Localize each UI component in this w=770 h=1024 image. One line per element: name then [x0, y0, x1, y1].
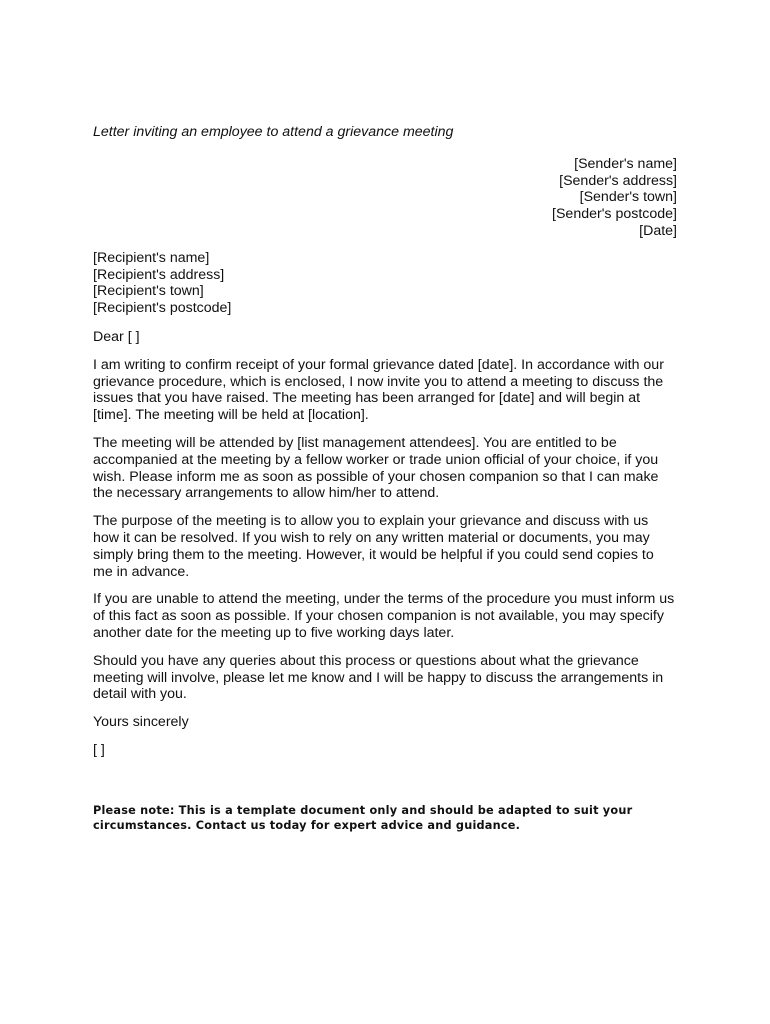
recipient-town: [Recipient's town] — [93, 283, 204, 300]
recipient-address: [Recipient's address] — [93, 266, 225, 283]
recipient-postcode: [Recipient's postcode] — [93, 300, 232, 317]
paragraph-queries — [93, 653, 677, 703]
letter-body — [93, 124, 677, 759]
paragraph-text: The purpose of the meeting is to allow you to explain your grievance and discuss with us how it can be resolved. If you wish to rely on any written material or documents, you may simply bring them to the meeting. However, it would be helpful if you could send copies to me in advance. — [93, 513, 654, 580]
sender-town: [Sender's town] — [579, 189, 677, 206]
paragraph-unable-to-attend — [93, 591, 677, 641]
sender-block — [93, 156, 677, 240]
paragraph-text: The meeting will be attended by [list management attendees]. You are entitled to be accompanied at the meeting by a fellow worker or trade union official of your choice, if you wish. Please inform me as soon as possible of your chosen companion so that I can make the necessary arrangements to allow him/her to attend. — [93, 434, 659, 502]
sender-name: [Sender's name] — [574, 155, 677, 172]
signoff: Yours sincerely — [93, 714, 189, 731]
salutation: Dear [ ] — [93, 328, 140, 345]
paragraph-purpose — [93, 513, 677, 580]
paragraph-text: Should you have any queries about this process or questions about what the grievance meeting will involve, please let me know and I will be happy to discuss the arrangements in detail with you. — [93, 652, 664, 703]
signature: [ ] — [93, 741, 105, 758]
paragraph-text: I am writing to confirm receipt of your formal grievance dated [date]. In accordance with our grievance procedure, which is enclosed, I now invite you to attend a meeting to discuss the issues that you have raised. The meeting has been arranged for [date] and will begin at [time]. The meeting will be held at [location]. — [93, 356, 664, 424]
recipient-name: [Recipient's name] — [93, 249, 210, 266]
recipient-block — [93, 250, 677, 317]
paragraph-attendees — [93, 435, 677, 502]
document-title: Letter inviting an employee to attend a grievance meeting — [93, 124, 454, 140]
sender-postcode: [Sender's postcode] — [552, 206, 677, 223]
paragraph-confirmation — [93, 357, 677, 424]
letter-date: [Date] — [639, 222, 677, 239]
sender-address: [Sender's address] — [559, 172, 677, 189]
template-note: Please note: This is a template document only and should be adapted to suit your circumstances. Contact us today for expert advice and guidance. — [93, 804, 633, 832]
paragraph-text: If you are unable to attend the meeting, under the terms of the procedure you must inform us of this fact as soon as possible. If your chosen companion is not available, you may specify another date for the meeting up to five working days later. — [93, 591, 675, 641]
